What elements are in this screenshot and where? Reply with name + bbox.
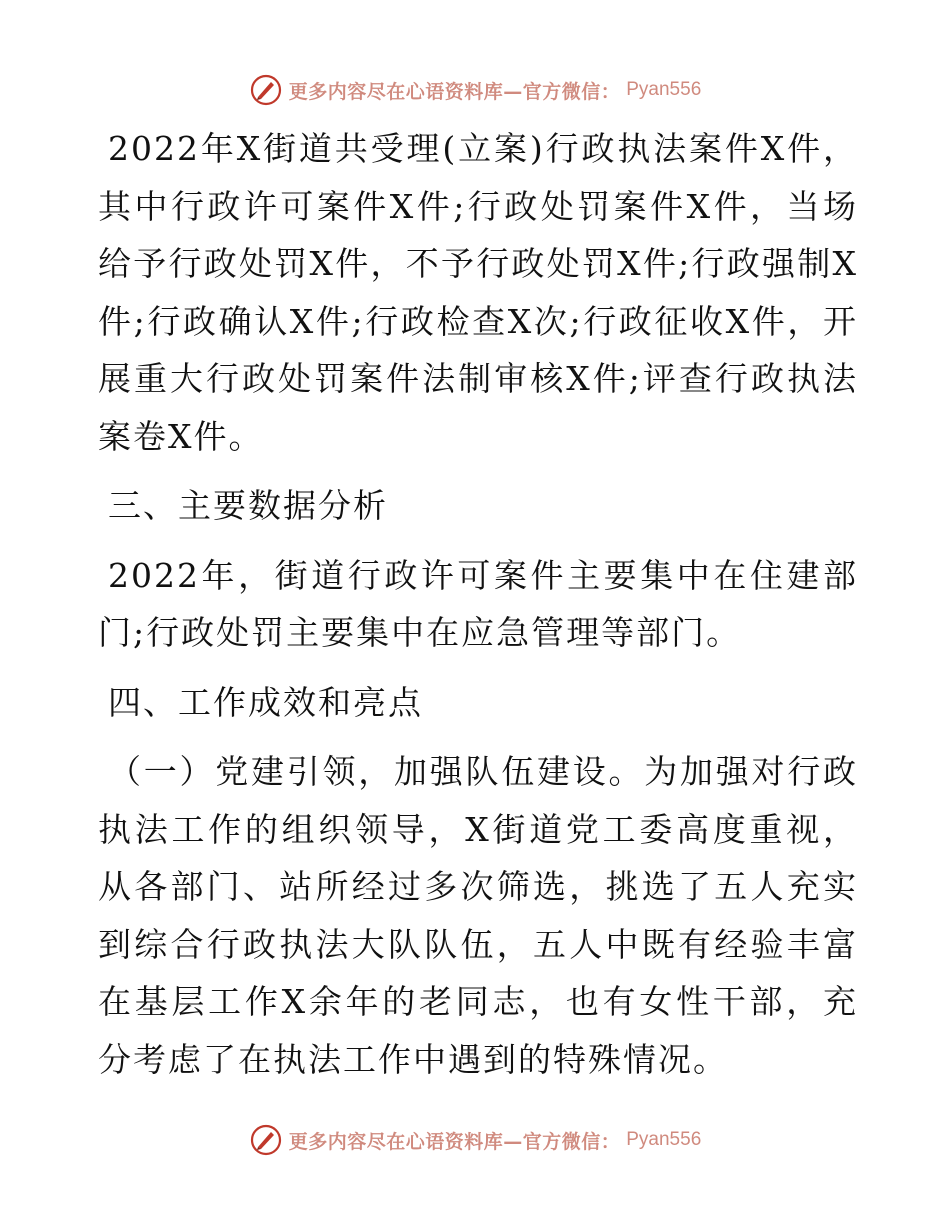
heading-data-analysis: 三、主要数据分析: [108, 486, 388, 525]
header-watermark: [0, 70, 950, 110]
document-body: [98, 120, 858, 1088]
watermark-text: 更多内容尽在心语资料库—官方微信：: [288, 1130, 621, 1153]
watermark-wechat-id: Pyan556: [626, 79, 702, 100]
paragraph-data-analysis: 2022年，街道行政许可案件主要集中在住建部门;行政处罚主要集中在应急管理等部门。: [98, 555, 858, 652]
paragraph-case-statistics: 2022年X街道共受理(立案)行政执法案件X件，其中行政许可案件X件;行政处罚案件X件，当场给予行政处罚X件，不予行政处罚X件;行政强制X件;行政确认X件;行政检查X次;行政征收X件，开展重大行政处罚案件法制审核X件;评查行政执法案卷X件。: [98, 129, 858, 456]
watermark-text: 更多内容尽在心语资料库—官方微信：: [288, 80, 621, 103]
footer-watermark: [0, 1120, 950, 1160]
heading-work-results: 四、工作成效和亮点: [108, 682, 423, 722]
watermark-wechat-id: Pyan556: [626, 1129, 702, 1150]
quill-seal-icon: [249, 1123, 283, 1157]
quill-seal-icon: [249, 73, 283, 107]
paragraph-party-building: （一）党建引领，加强队伍建设。为加强对行政执法工作的组织领导，X街道党工委高度重视，从各部门、站所经过多次筛选，挑选了五人充实到综合行政执法大队队伍，五人中既有经验丰富在基层工作X余年的老同志，也有女性干部，充分考虑了在执法工作中遇到的特殊情况。: [98, 752, 858, 1079]
